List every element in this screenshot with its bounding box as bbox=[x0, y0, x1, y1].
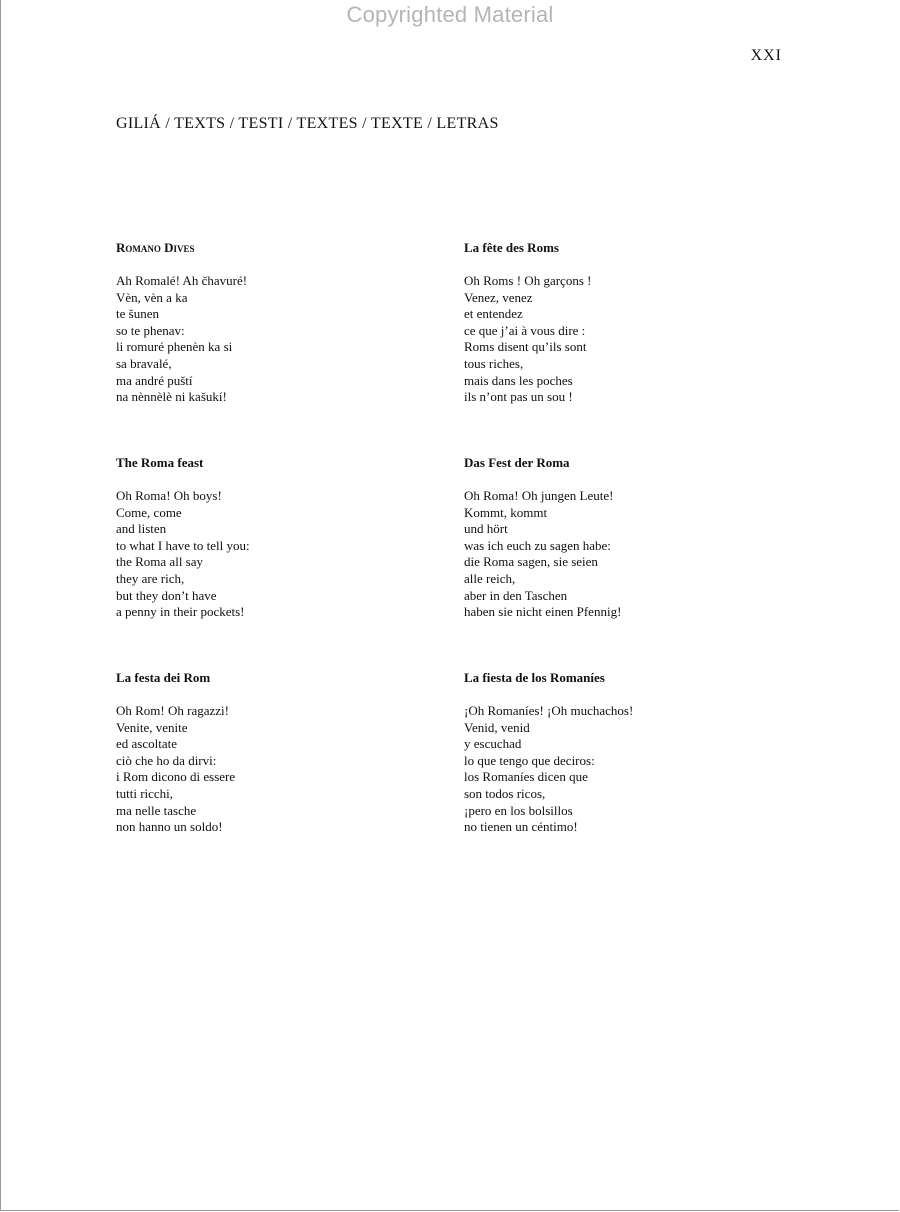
poem-spanish bbox=[464, 670, 764, 836]
poem-line: and listen bbox=[116, 521, 167, 537]
poem-german bbox=[464, 455, 764, 621]
poem-line: aber in den Taschen bbox=[464, 587, 568, 603]
poem-line: und hört bbox=[464, 521, 508, 537]
poem-romani bbox=[116, 240, 416, 406]
poem-line: Ah Romalé! Ah čhavuré! bbox=[116, 273, 248, 288]
poem-lines bbox=[464, 273, 764, 406]
poem-line: ce que j’ai à vous dire : bbox=[464, 322, 586, 338]
poem-line: ed ascoltate bbox=[116, 736, 177, 752]
poem-line: to what I have to tell you: bbox=[116, 537, 250, 553]
poem-line: y escuchad bbox=[464, 736, 522, 752]
poem-line: they are rich, bbox=[116, 570, 185, 586]
poem-line: haben sie nicht einen Pfennig! bbox=[464, 604, 622, 620]
poem-line: ils n’ont pas un sou ! bbox=[464, 389, 573, 405]
poem-line: non hanno un soldo! bbox=[116, 819, 223, 835]
poem-line: Roms disent qu’ils sont bbox=[464, 339, 587, 355]
poem-lines bbox=[464, 488, 764, 621]
poem-line: so te phenav: bbox=[116, 322, 185, 338]
poem-line: ciò che ho da dirvi: bbox=[116, 752, 217, 768]
poem-lines bbox=[464, 703, 764, 836]
poem-line: ¡Oh Romaníes! ¡Oh muchachos! bbox=[464, 703, 634, 718]
poem-lines bbox=[116, 488, 416, 621]
poem-line: but they don’t have bbox=[116, 587, 217, 603]
poem-line: Venite, venite bbox=[116, 719, 188, 735]
section-heading: GILIÁ / TEXTS / TESTI / TEXTES / TEXTE / LETRAS bbox=[116, 115, 499, 132]
poem-line: tutti ricchi, bbox=[116, 785, 174, 801]
poem-line: was ich euch zu sagen habe: bbox=[464, 537, 611, 553]
poem-line: Oh Roma! Oh boys! bbox=[116, 488, 222, 503]
poem-line: i Rom dicono di essere bbox=[116, 769, 236, 785]
poem-line: Venez, venez bbox=[464, 289, 533, 305]
poem-line: ma nelle tasche bbox=[116, 802, 197, 818]
poem-line: Kommt, kommt bbox=[464, 504, 548, 520]
page-number: XXI bbox=[750, 47, 782, 64]
poem-title: La fiesta de los Romaníes bbox=[464, 670, 605, 685]
poem-line: alle reich, bbox=[464, 570, 516, 586]
poem-line: sa bravalé, bbox=[116, 355, 172, 371]
poem-line: Oh Roma! Oh jungen Leute! bbox=[464, 488, 614, 503]
poem-line: a penny in their pockets! bbox=[116, 604, 245, 620]
poem-title: Romano Dives bbox=[116, 240, 195, 255]
poem-line: lo que tengo que deciros: bbox=[464, 752, 595, 768]
poem-line: li romuré phenèn ka si bbox=[116, 339, 233, 355]
poem-line: Venid, venid bbox=[464, 719, 530, 735]
poem-line: na nènnèlè ni kašukí! bbox=[116, 389, 227, 405]
poem-line: los Romaníes dicen que bbox=[464, 769, 588, 785]
poem-french bbox=[464, 240, 764, 406]
poem-lines bbox=[116, 703, 416, 836]
poem-line: tous riches, bbox=[464, 355, 524, 371]
poem-line: Come, come bbox=[116, 504, 182, 520]
poem-line: te šunen bbox=[116, 306, 159, 322]
poem-line: son todos ricos, bbox=[464, 785, 546, 801]
poem-line: mais dans les poches bbox=[464, 372, 573, 388]
poem-italian bbox=[116, 670, 416, 836]
poem-line: Oh Roms ! Oh garçons ! bbox=[464, 273, 592, 288]
poem-title: Das Fest der Roma bbox=[464, 455, 570, 470]
poem-lines bbox=[116, 273, 416, 406]
poem-line: Vèn, vèn a ka bbox=[116, 289, 188, 305]
poem-english bbox=[116, 455, 416, 621]
poem-line: Oh Rom! Oh ragazzi! bbox=[116, 703, 229, 718]
poem-line: ma andré puští bbox=[116, 372, 193, 388]
poem-title: La fête des Roms bbox=[464, 240, 559, 255]
watermark: Copyrighted Material bbox=[346, 2, 554, 27]
poem-title: The Roma feast bbox=[116, 455, 204, 470]
poem-line: ¡pero en los bolsillos bbox=[464, 802, 573, 818]
poem-line: no tienen un céntimo! bbox=[464, 819, 578, 835]
poem-line: et entendez bbox=[464, 306, 523, 322]
poem-title: La festa dei Rom bbox=[116, 670, 211, 685]
poem-line: die Roma sagen, sie seien bbox=[464, 554, 598, 570]
poem-line: the Roma all say bbox=[116, 554, 204, 570]
